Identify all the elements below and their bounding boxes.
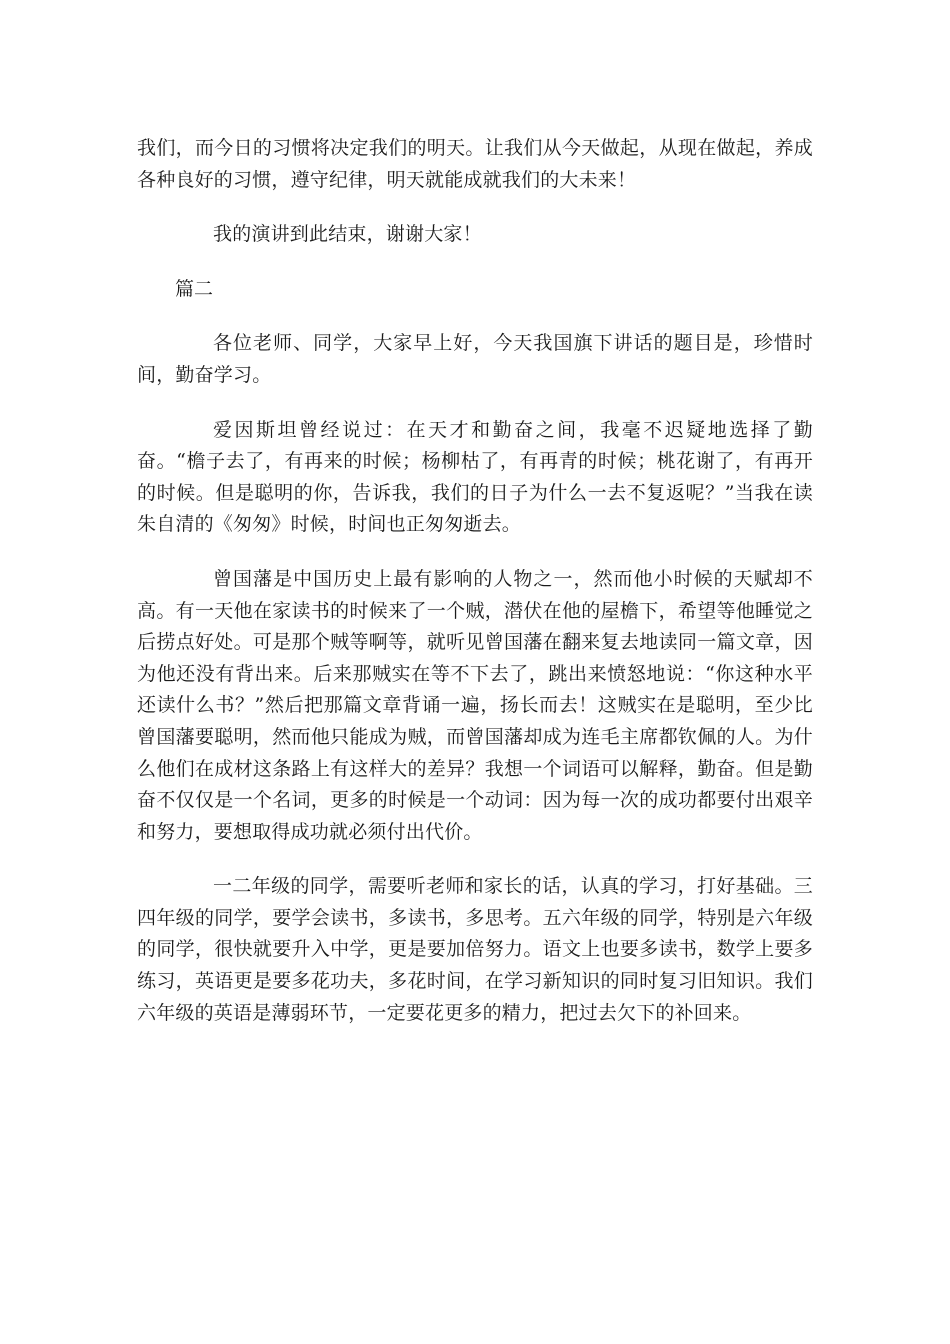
paragraph-grade-advice: 一二年级的同学，需要听老师和家长的话，认真的学习，打好基础。三四年级的同学，要学会读书，多读书，多思考。五六年级的同学，特别是六年级的同学，很快就要升入中学，更是要加倍努力。语文上也要多读书，数学上要多练习，英语更是要多花功夫，多花时间，在学习新知识的同时复习旧知识。我们六年级的英语是薄弱环节，一定要花更多的精力，把过去欠下的补回来。 (137, 875, 813, 1024)
document-body (137, 133, 813, 1029)
section-heading: 篇二 (175, 277, 214, 300)
paragraph-closing-continuation: 我们，而今日的习惯将决定我们的明天。让我们从今天做起，从现在做起，养成各种良好的习惯，遵守纪律，明天就能成就我们的大未来！ (137, 137, 813, 191)
paragraph-einstein-quote: 爱因斯坦曾经说过：在天才和勤奋之间，我毫不迟疑地选择了勤奋。“檐子去了，有再来的时候；杨柳枯了，有再青的时候；桃花谢了，有再开的时候。但是聪明的你，告诉我，我们的日子为什么一去不复返呢？”当我在读朱自清的《匆匆》时候，时间也正匆匆逝去。 (137, 418, 813, 536)
paragraph-greeting: 各位老师、同学，大家早上好，今天我国旗下讲话的题目是，珍惜时间，勤奋学习。 (137, 332, 813, 386)
paragraph-zeng-guofan-story: 曾国藩是中国历史上最有影响的人物之一，然而他小时候的天赋却不高。有一天他在家读书的时候来了一个贼，潜伏在他的屋檐下，希望等他睡觉之后捞点好处。可是那个贼等啊等，就听见曾国藩在翻来复去地读同一篇文章，因为他还没有背出来。后来那贼实在等不下去了，跳出来愤怒地说：“你这种水平还读什么书？”然后把那篇文章背诵一遍，扬长而去！这贼实在是聪明，至少比曾国藩要聪明，然而他只能成为贼，而曾国藩却成为连毛主席都钦佩的人。为什么他们在成材这条路上有这样大的差异？我想一个词语可以解释，勤奋。但是勤奋不仅仅是一个名词，更多的时候是一个动词：因为每一次的成功都要付出艰辛和努力，要想取得成功就必须付出代价。 (137, 567, 813, 843)
paragraph-speech-end: 我的演讲到此结束，谢谢大家！ (213, 223, 482, 246)
